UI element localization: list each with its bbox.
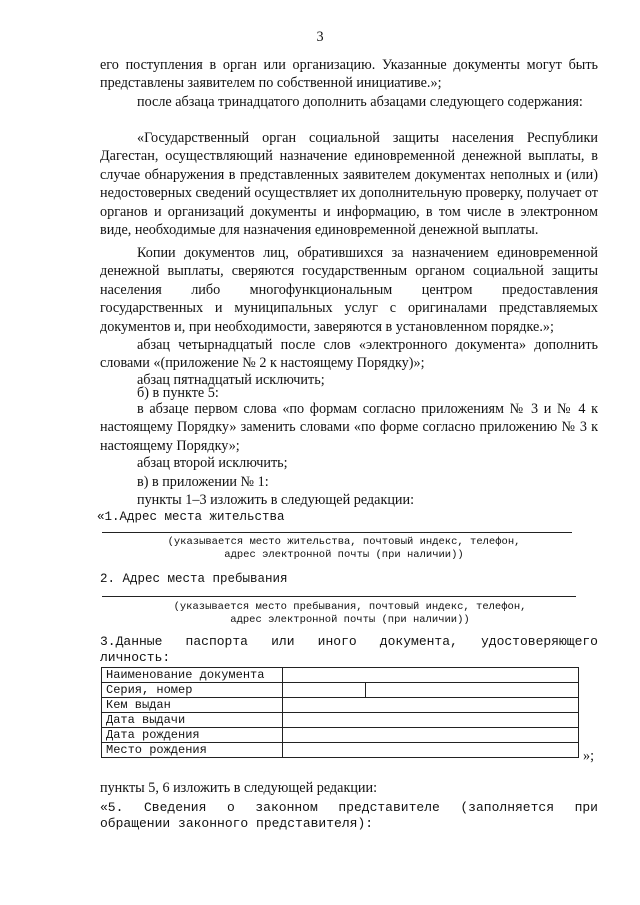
document-table (101, 667, 579, 758)
form-item-2-note-2: адрес электронной почты (при наличии)) (230, 614, 470, 626)
table-cell-value[interactable] (283, 683, 579, 698)
table-cell-value[interactable] (283, 743, 579, 758)
form-item-2-note-1: (указывается место пребывания, почтовый индекс, телефон, (173, 601, 527, 613)
table-row (102, 713, 579, 728)
form-item-1-note-1: (указывается место жительства, почтовый индекс, телефон, (167, 536, 521, 548)
table-row (102, 743, 579, 758)
paragraph-12: пункты 5, 6 изложить в следующей редакции: (100, 780, 378, 796)
form-item-1-label: «1.Адрес места жительства (97, 510, 285, 524)
table-cell-label: Кем выдан (102, 698, 283, 713)
table-row (102, 728, 579, 743)
table-cell-value[interactable] (283, 698, 579, 713)
table-closing-quote: »; (583, 748, 595, 764)
form-item-3-label: 3.Данные паспорта или иного документа, удостоверяющего личность: (100, 634, 598, 665)
table-cell-label: Наименование документа (102, 668, 283, 683)
form-item-2-line (102, 596, 576, 597)
paragraph-3: «Государственный орган социальной защиты населения Республики Дагестан, осуществляющий назначение единовременной денежной выплаты, в случае обнаружения в представленных заявителем документах неполных и (или) недостоверных сведений осуществляет их дополнительную проверку, получает от органов и организаций документы и информацию, в том числе в электронном виде, необходимые для назначения единовременной денежной выплаты. (100, 130, 598, 239)
paragraph-6: абзац пятнадцатый исключить; (137, 372, 325, 388)
paragraph-9: абзац второй исключить; (137, 455, 288, 471)
form-item-1-line (102, 532, 572, 533)
table-row (102, 698, 579, 713)
paragraph-4: Копии документов лиц, обратившихся за назначением единовременной денежной выплаты, сверяются государственным органом социальной защиты населения либо многофункциональным центром предоставления государственных и муниципальных услуг с оригиналами представляемых документов и, при необходимости, заверяются в установленном порядке.»; (100, 245, 598, 335)
table-row (102, 668, 579, 683)
table-cell-label: Серия, номер (102, 683, 283, 698)
table-cell-label: Дата рождения (102, 728, 283, 743)
paragraph-8: в абзаце первом слова «по формам согласно приложениям № 3 и № 4 к настоящему Порядку» заменить словами «по форме согласно приложению № 3 к настоящему Порядку»; (100, 401, 598, 454)
paragraph-2: после абзаца тринадцатого дополнить абзацами следующего содержания: (137, 94, 583, 110)
series-field[interactable] (283, 683, 366, 697)
table-cell-value[interactable] (283, 713, 579, 728)
form-item-5-label: «5. Сведения о законном представителе (заполняется при обращении законного представителя): (100, 800, 598, 831)
table-row (102, 683, 579, 698)
table-cell-label: Место рождения (102, 743, 283, 758)
table-cell-label: Дата выдачи (102, 713, 283, 728)
form-item-1-note-2: адрес электронной почты (при наличии)) (224, 549, 464, 561)
paragraph-11: пункты 1–3 изложить в следующей редакции: (137, 492, 415, 508)
table-cell-value[interactable] (283, 728, 579, 743)
paragraph-1: его поступления в орган или организацию. Указанные документы могут быть представлены заявителем по собственной инициативе.»; (100, 57, 598, 92)
paragraph-7: б) в пункте 5: (137, 385, 219, 401)
table-cell-value[interactable] (283, 668, 579, 683)
paragraph-10: в) в приложении № 1: (137, 474, 269, 490)
paragraph-5: абзац четырнадцатый после слов «электронного документа» дополнить словами «(приложение № 2 к настоящему Порядку)»; (100, 337, 598, 372)
page-number: 3 (316, 29, 324, 45)
form-item-2-label: 2. Адрес места пребывания (100, 572, 288, 586)
